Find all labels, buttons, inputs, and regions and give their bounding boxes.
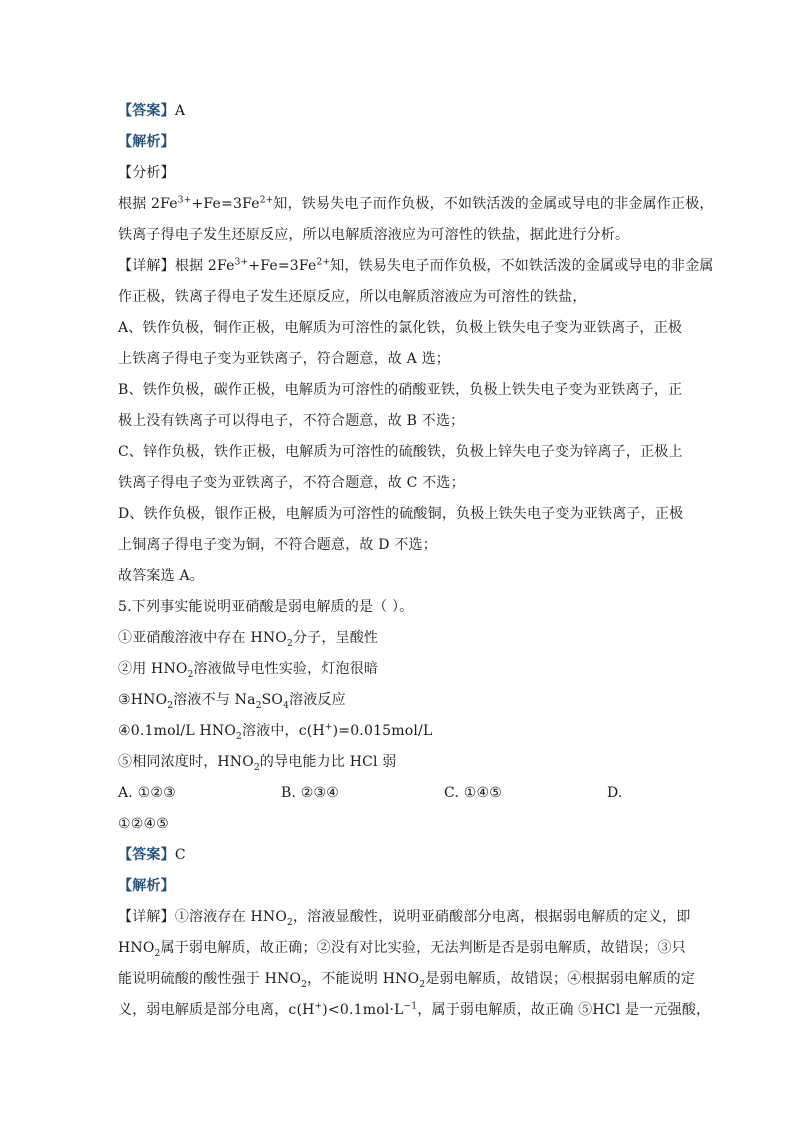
statement-3	[118, 685, 678, 716]
option-b-line-1: B、铁作负极，碳作正极，电解质为可溶性的硝酸亚铁，负极上铁失电子变为亚铁离子，正	[118, 382, 683, 398]
fenxi-line-2: 铁离子得电子发生还原反应，所以电解质溶液应为可溶性的铁盐，据此进行分析。	[118, 227, 630, 243]
text: 溶液中，c(H	[241, 723, 325, 739]
text: ②用 HNO	[118, 661, 188, 677]
subscript: 2	[236, 731, 242, 742]
explanation-line-1	[118, 902, 691, 933]
explanation-line-4	[118, 995, 711, 1026]
explanation-line-2	[118, 933, 686, 964]
text: 能说明硫酸的酸性强于 HNO	[118, 971, 302, 987]
question-5-stem: 5.下列事实能说明亚硝酸是弱电解质的是（ ）。	[118, 599, 414, 615]
text: ，不能说明 HNO	[307, 971, 420, 987]
statement-2	[118, 654, 678, 685]
conclusion-line: 故答案选 A。	[118, 568, 204, 584]
text: )=0.015mol/L	[332, 723, 433, 739]
subscript: 2	[154, 948, 161, 959]
analysis-tag-line-1	[118, 127, 678, 158]
subscript: 2	[167, 700, 174, 711]
text: SO	[261, 692, 284, 708]
option-d-line-1: D、铁作负极，银作正极，电解质为可溶性的硫酸铜，负极上铁失电子变为亚铁离子，正极	[118, 506, 684, 522]
text: 溶液不与 Na	[173, 692, 256, 708]
option-d-line-2: 上铜离子得电子变为铜，不符合题意，故 D 不选；	[118, 537, 437, 553]
text: ⑤相同浓度时，HNO	[118, 754, 254, 770]
superscript: 2+	[316, 257, 331, 268]
text: 的导电能力比 HCl 弱	[259, 754, 397, 770]
answer-line-1	[118, 96, 678, 127]
fenxi-tag-line	[118, 158, 678, 189]
options-row	[118, 778, 678, 809]
text: 是弱电解质，故错误；④根据弱电解质的定	[425, 971, 696, 987]
xiangjie-line-2: 作正极，铁离子得电子发生还原反应，所以电解质溶液应为可溶性的铁盐，	[118, 289, 587, 305]
text: 分子，呈酸性	[292, 630, 379, 646]
text: 义，弱电解质是部分电离，c(H	[118, 1002, 315, 1018]
option-a: A. ①②③	[118, 785, 176, 801]
text: ①亚硝酸溶液中存在 HNO	[118, 630, 287, 646]
answer-value: C	[174, 847, 186, 863]
option-c-line-2: 铁离子得电子变为亚铁离子，不符合题意，故 C 不选；	[118, 475, 465, 491]
superscript: 2+	[259, 195, 274, 206]
explanation-line-3	[118, 964, 696, 995]
option-a-line-1: A、铁作负极，铜作正极，电解质为可溶性的氯化铁，负极上铁失电子变为亚铁离子，正极	[118, 320, 683, 336]
subscript: 2	[187, 669, 194, 680]
superscript: −1	[403, 1001, 418, 1012]
answer-value: A	[174, 103, 186, 119]
text: 根据 2Fe	[174, 258, 235, 274]
fenxi-tag: 【分析】	[118, 165, 175, 181]
text: ，属于弱电解质，故正确 ⑤HCl 是一元强酸，	[417, 1002, 711, 1018]
text: )<0.1mol·L	[322, 1002, 404, 1018]
subscript: 2	[301, 979, 308, 990]
answer-tag: 【答案】	[118, 847, 175, 863]
statement-5	[118, 747, 678, 778]
text: ，溶液显酸性，说明亚硝酸部分电离，根据弱电解质的定义，即	[292, 909, 691, 925]
text: ③HNO	[118, 692, 168, 708]
subscript: 2	[419, 979, 426, 990]
text: ④0.1mol/L HNO	[118, 723, 236, 739]
answer-tag: 【答案】	[118, 103, 175, 119]
subscript: 4	[283, 700, 290, 711]
option-b-line-2: 极上没有铁离子可以得电子，不符合题意，故 B 不选；	[118, 413, 465, 429]
analysis-tag: 【解析】	[118, 134, 175, 150]
xiangjie-line-1	[118, 251, 714, 282]
text: +Fe=3Fe	[248, 258, 317, 274]
subscript: 2	[287, 917, 293, 928]
statement-1	[118, 623, 678, 654]
statement-4	[118, 716, 678, 747]
option-b: B. ②③④	[281, 785, 340, 801]
analysis-tag-line-2	[118, 871, 678, 902]
superscript: +	[324, 722, 333, 733]
subscript: 2	[253, 762, 260, 773]
text: 溶液做导电性实验，灯泡很暗	[193, 661, 379, 677]
answer-line-2	[118, 840, 678, 871]
text: 知，铁易失电子而作负极，不如铁活泼的金属或导电的非金属	[330, 258, 714, 274]
xiangjie-tag: 【详解】	[118, 258, 175, 274]
option-c-line-1: C、锌作负极，铁作正极，电解质为可溶性的硫酸铁，负极上锌失电子变为锌离子，正极上	[118, 444, 683, 460]
analysis-tag: 【解析】	[118, 878, 175, 894]
option-c: C. ①④⑤	[444, 785, 502, 801]
text: +Fe=3Fe	[191, 196, 260, 212]
text: 溶液反应	[289, 692, 346, 708]
xiangjie-tag: 【详解】	[118, 909, 175, 925]
text: 根据 2Fe	[118, 196, 178, 212]
text: 属于弱电解质，故正确；②没有对比实验，无法判断是否是弱电解质，故错误；③只	[160, 940, 686, 956]
document-page	[118, 96, 714, 1026]
option-d: D.	[607, 785, 623, 801]
option-d-continuation: ①②④⑤	[118, 816, 170, 832]
text: HNO	[118, 940, 155, 956]
superscript: 3+	[177, 195, 192, 206]
text: 知，铁易失电子而作负极，不如铁活泼的金属或导电的非金属作正极，	[273, 196, 714, 212]
fenxi-line-1	[118, 189, 714, 220]
superscript: +	[314, 1001, 323, 1012]
subscript: 2	[287, 638, 293, 649]
option-a-line-2: 上铁离子得电子变为亚铁离子，符合题意，故 A 选；	[118, 351, 451, 367]
subscript: 2	[255, 700, 262, 711]
text: ①溶液存在 HNO	[174, 909, 287, 925]
superscript: 3+	[234, 257, 249, 268]
